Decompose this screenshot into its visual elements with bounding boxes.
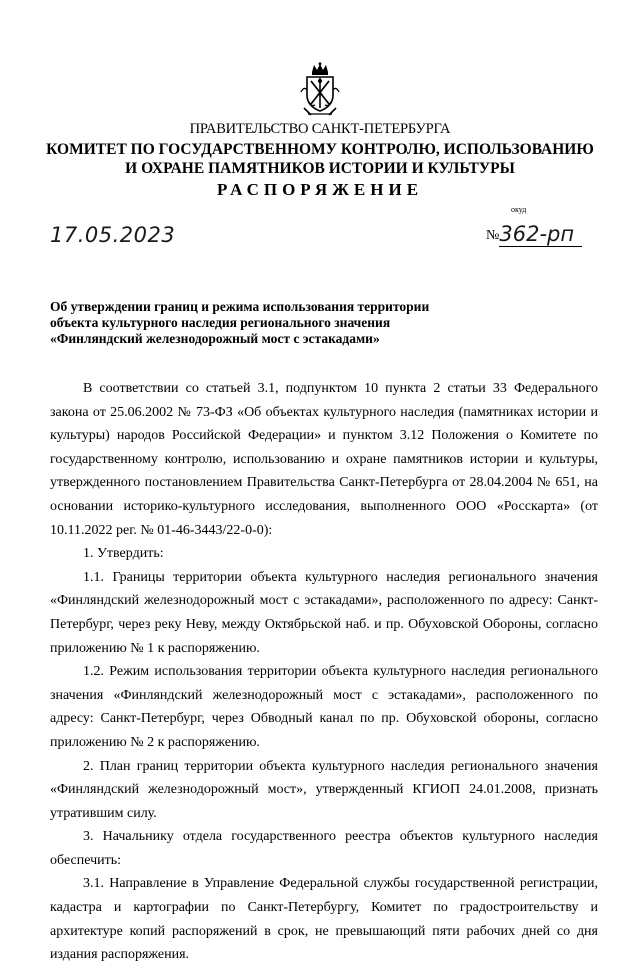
paragraph-item-1: 1. Утвердить: xyxy=(83,546,164,562)
paragraph-item-3: 3. Начальнику отдела государственного реестра объектов культурного наследия обеспечить: xyxy=(50,829,598,868)
committee-title-line2: И ОХРАНЕ ПАМЯТНИКОВ ИСТОРИИ И КУЛЬТУРЫ xyxy=(125,160,515,177)
government-title: ПРАВИТЕЛЬСТВО САНКТ-ПЕТЕРБУРГА xyxy=(189,121,451,137)
paragraph-item-3-1: 3.1. Направление в Управление Федеральной службы государственной регистрации, кадастра и картографии по Санкт-Петербургу, Комитет по градостроительству и архитектуре копий распоряжений в срок, не превышающий пяти рабочих дней со дня издания распоряжения. xyxy=(50,876,598,963)
committee-title-line1: КОМИТЕТ ПО ГОСУДАРСТВЕННОМУ КОНТРОЛЮ, ИСПОЛЬЗОВАНИЮ xyxy=(46,141,594,158)
number-sign: № xyxy=(486,228,500,243)
document-subject xyxy=(50,299,429,347)
okud-label: окуд xyxy=(511,205,527,214)
subject-line: объекта культурного наследия регионального значения xyxy=(50,315,391,330)
subject-line: Об утверждении границ и режима использования территории xyxy=(50,299,430,314)
document-number xyxy=(486,222,582,246)
subject-line: «Финляндский железнодорожный мост с эстакадами» xyxy=(50,331,380,346)
document-date: 17.05.2023 xyxy=(50,223,176,247)
paragraph-item-1-1: 1.1. Границы территории объекта культурного наследия регионального значения «Финляндский железнодорожный мост с эстакадами», расположенного по адресу: Санкт-Петербург, через реку Неву, между Октябрьской наб. и пр. Обуховской Обороны, согласно приложению № 1 к распоряжению. xyxy=(50,569,598,656)
paragraph-item-1-2: 1.2. Режим использования территории объекта культурного наследия регионального значения «Финляндский железнодорожный мост с эстакадами», расположенного по адресу: Санкт-Петербург, через Обводный канал по пр. Обуховской обороны, согласно приложению № 2 к распоряжению. xyxy=(50,664,598,750)
document-type: РАСПОРЯЖЕНИЕ xyxy=(216,180,424,199)
paragraph-preamble: В соответствии со статьей 3.1, подпунктом 10 пункта 2 статьи 33 Федерального закона от 25.06.2002 № 73-ФЗ «Об объектах культурного наследия (памятниках истории и культуры) народов Российской Федерации» и пунктом 3.12 Положения о Комитете по государственному контролю, использованию и охране памятников истории и культуры, утвержденного постановлением Правительства Санкт-Петербурга от 28.04.2004 № 651, на основании историко-культурного исследования, выполненного ООО «Росскарта» (от 10.11.2022 рег. № 01-46-3443/22-0-0): xyxy=(50,381,598,538)
paragraph-item-2: 2. План границ территории объекта культурного наследия регионального значения «Финляндский железнодорожный мост», утвержденный КГИОП 24.01.2008, признать утратившим силу. xyxy=(50,758,598,821)
number-value: 362-рп xyxy=(499,222,582,247)
coat-of-arms-icon xyxy=(298,62,342,118)
document-body xyxy=(50,377,598,967)
